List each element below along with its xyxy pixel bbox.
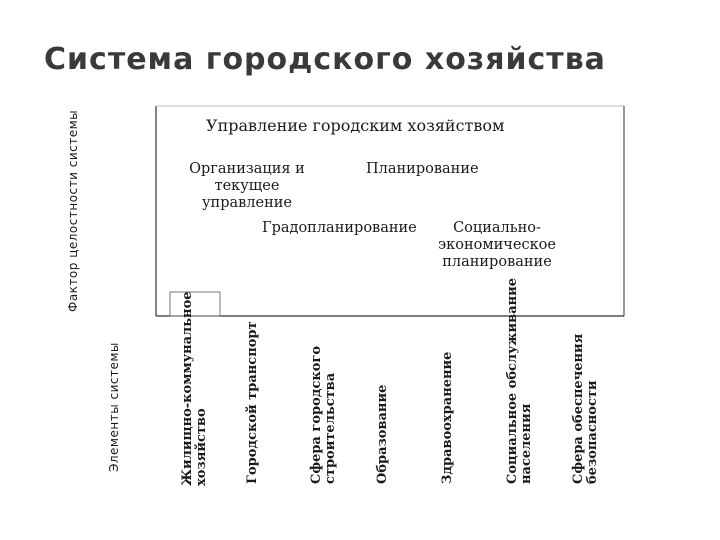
element-security: Сфера обеспечения безопасности — [571, 333, 600, 484]
element-education: Образование — [375, 384, 390, 484]
element-social-service: Социальное обслуживание населения — [505, 277, 534, 484]
block-urban-planning: Градопланирование — [262, 220, 417, 236]
page-title: Система городского хозяйства — [44, 42, 606, 77]
block-socio-economic: Социально- экономическое планирование — [438, 220, 556, 270]
diagram-frame — [60, 100, 632, 520]
element-transport: Городской транспорт — [245, 321, 260, 484]
element-healthcare: Здравоохранение — [440, 351, 455, 484]
element-construction: Сфера городского строительства — [309, 345, 338, 484]
diagram — [60, 100, 632, 520]
block-organization: Организация и текущее управление — [189, 161, 305, 211]
integrity-factor-label: Фактор целостности системы — [66, 109, 80, 312]
block-planning: Планирование — [366, 161, 479, 177]
management-header: Управление городским хозяйством — [206, 116, 505, 135]
element-housing: Жилищно-коммунальное хозяйство — [180, 291, 209, 486]
elements-label: Элементы системы — [107, 342, 121, 472]
